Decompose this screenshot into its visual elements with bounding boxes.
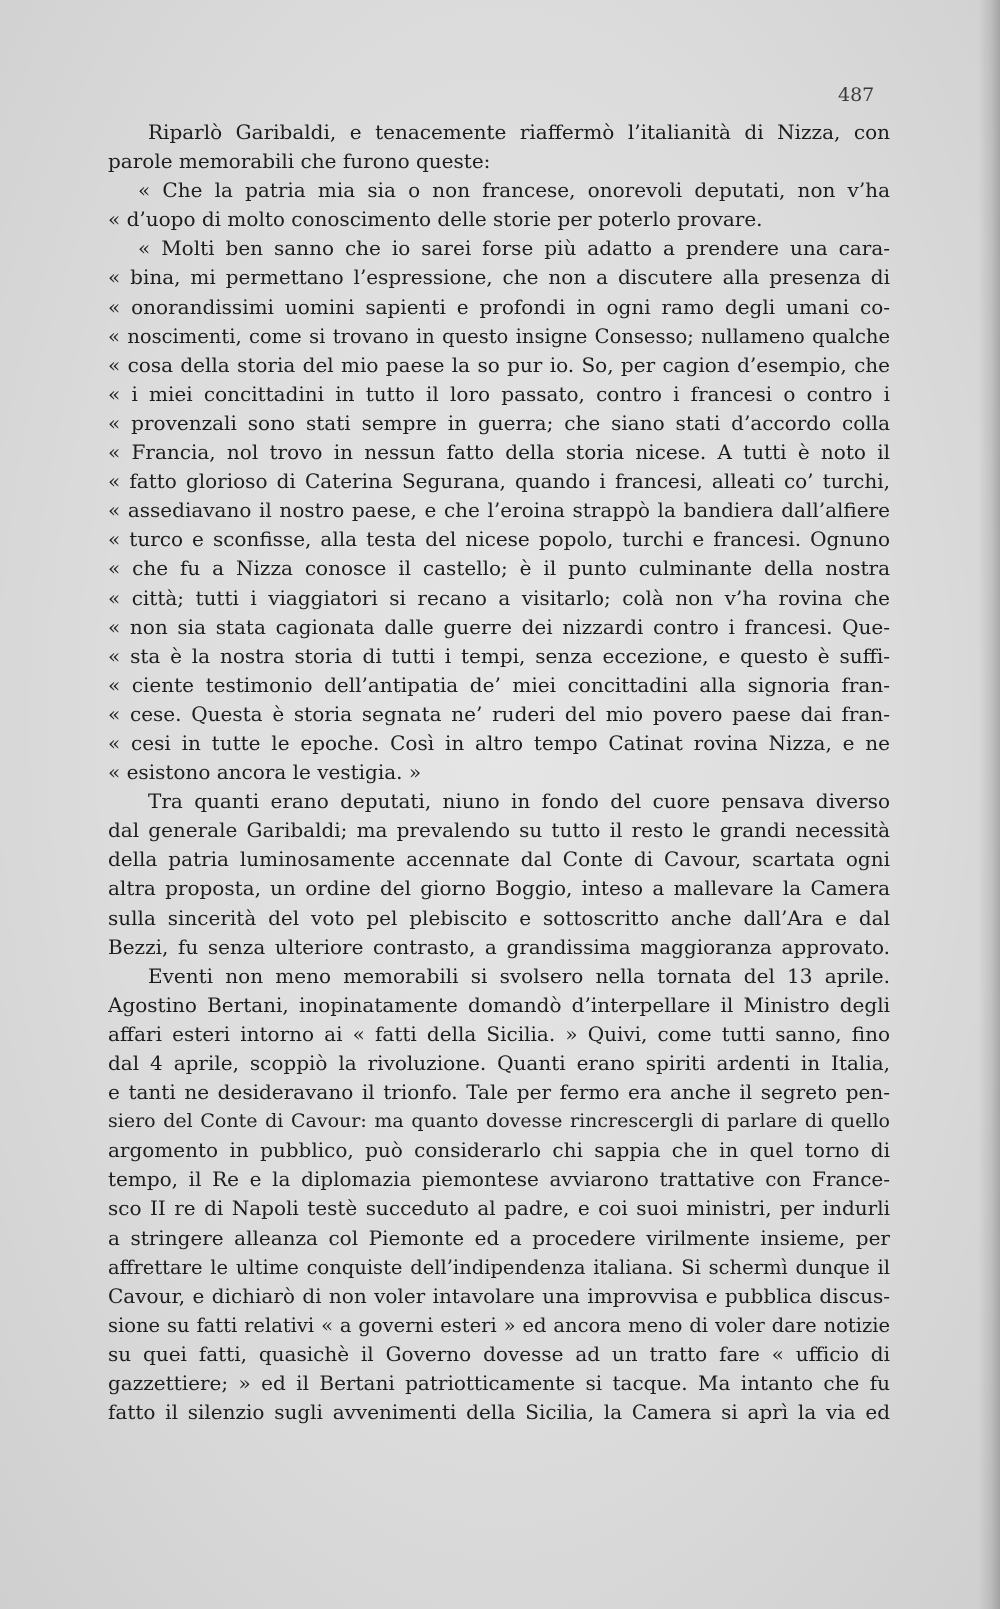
text-line: « onorandissimi uomini sapienti e profondi in ogni ramo degli umani co- (108, 294, 890, 319)
text-line: « non sia stata cagionata dalle guerre dei nizzardi contro i francesi. Que- (108, 614, 890, 639)
text-line: « città; tutti i viaggiatori si recano a visitarlo; colà non v’ha rovina che (108, 585, 890, 610)
text-line: « Che la patria mia sia o non francese, onorevoli deputati, non v’ha (138, 178, 890, 203)
text-line: e tanti ne desideravano il trionfo. Tale per fermo era anche il segreto pen- (108, 1080, 890, 1105)
text-line: « esistono ancora le vestigia. » (108, 760, 422, 785)
text-line: della patria luminosamente accennate dal Conte di Cavour, scartata ogni (108, 847, 890, 872)
text-line: Eventi non meno memorabili si svolsero nella tornata del 13 aprile. (148, 963, 890, 988)
text-line: altra proposta, un ordine del giorno Boggio, inteso a mallevare la Camera (108, 876, 890, 901)
text-line: tempo, il Re e la diplomazia piemontese avviarono trattative con France- (108, 1167, 890, 1192)
text-line: sione su fatti relativi « a governi esteri » ed ancora meno di voler dare notizie (108, 1313, 890, 1337)
text-line: « noscimenti, come si trovano in questo insigne Consesso; nullameno qualche (108, 324, 890, 348)
text-line: affari esteri intorno ai « fatti della Sicilia. » Quivi, come tutti sanno, fino (108, 1021, 890, 1046)
text-line: dal generale Garibaldi; ma prevalendo su tutto il resto le grandi necessità (108, 818, 890, 843)
text-line: « cesi in tutte le epoche. Così in altro tempo Catinat rovina Nizza, e ne (108, 730, 890, 755)
page-edge-shadow (978, 0, 1000, 1609)
body-text (108, 118, 890, 1427)
text-line: « ciente testimonio dell’antipatia de’ miei concittadini alla signoria fran- (108, 672, 890, 697)
text-line: Riparlò Garibaldi, e tenacemente riaffermò l’italianità di Nizza, con (148, 120, 890, 144)
text-line: « d’uopo di molto conoscimento delle storie per poterlo provare. (108, 207, 763, 232)
text-line: « provenzali sono stati sempre in guerra; che siano stati d’accordo colla (108, 410, 890, 435)
text-line: argomento in pubblico, può considerarlo chi sappia che in quel torno di (108, 1138, 890, 1163)
text-line: « cese. Questa è storia segnata ne’ ruderi del mio povero paese dai fran- (108, 701, 890, 726)
text-line: Agostino Bertani, inopinatamente domandò d’interpellare il Ministro degli (108, 992, 890, 1017)
text-line: fatto il silenzio sugli avvenimenti della Sicilia, la Camera si aprì la via ed (108, 1400, 890, 1425)
text-line: su quei fatti, quasichè il Governo dovesse ad un tratto fare « ufficio di (108, 1341, 890, 1366)
text-line: dal 4 aprile, scoppiò la rivoluzione. Quanti erano spiriti ardenti in Italia, (108, 1051, 890, 1075)
text-line: parole memorabili che furono queste: (108, 149, 491, 174)
page-number: 487 (838, 84, 875, 106)
text-line: « fatto glorioso di Caterina Segurana, quando i francesi, alleati co’ turchi, (108, 469, 890, 494)
text-line: Bezzi, fu senza ulteriore contrasto, a grandissima maggioranza approvato. (108, 934, 890, 959)
text-line: affrettare le ultime conquiste dell’indipendenza italiana. Si schermì dunque il (108, 1255, 890, 1279)
text-line: « sta è la nostra storia di tutti i tempi, senza eccezione, e questo è suffi- (108, 643, 890, 668)
text-line: « Molti ben sanno che io sarei forse più adatto a prendere una cara- (138, 236, 890, 261)
text-line: « Francia, nol trovo in nessun fatto della storia nicese. A tutti è noto il (108, 440, 890, 465)
text-line: sulla sincerità del voto pel plebiscito e sottoscritto anche dall’Ara e dal (108, 905, 890, 930)
text-line: « turco e sconfisse, alla testa del nicese popolo, turchi e francesi. Ognuno (108, 527, 890, 552)
text-line: a stringere alleanza col Piemonte ed a procedere virilmente insieme, per (108, 1225, 890, 1250)
text-line: « che fu a Nizza conosce il castello; è il punto culminante della nostra (108, 556, 890, 581)
text-line: Cavour, e dichiarò di non voler intavolare una improvvisa e pubblica discus- (108, 1283, 890, 1308)
text-line: « bina, mi permettano l’espressione, che non a discutere alla presenza di (108, 265, 890, 290)
text-line: « cosa della storia del mio paese la so pur io. So, per cagion d’esempio, che (108, 352, 890, 377)
text-line: « i miei concittadini in tutto il loro passato, contro i francesi o contro i (108, 381, 890, 406)
text-line: siero del Conte di Cavour: ma quanto dovesse rincrescergli di parlare di quello (108, 1110, 890, 1133)
text-line: gazzettiere; » ed il Bertani patriotticamente si tacque. Ma intanto che fu (108, 1371, 890, 1396)
text-line: « assediavano il nostro paese, e che l’eroina strappò la bandiera dall’alfiere (108, 498, 890, 523)
text-line: sco II re di Napoli testè succeduto al padre, e coi suoi ministri, per indurli (108, 1196, 890, 1221)
text-line: Tra quanti erano deputati, niuno in fondo del cuore pensava diverso (148, 789, 890, 814)
